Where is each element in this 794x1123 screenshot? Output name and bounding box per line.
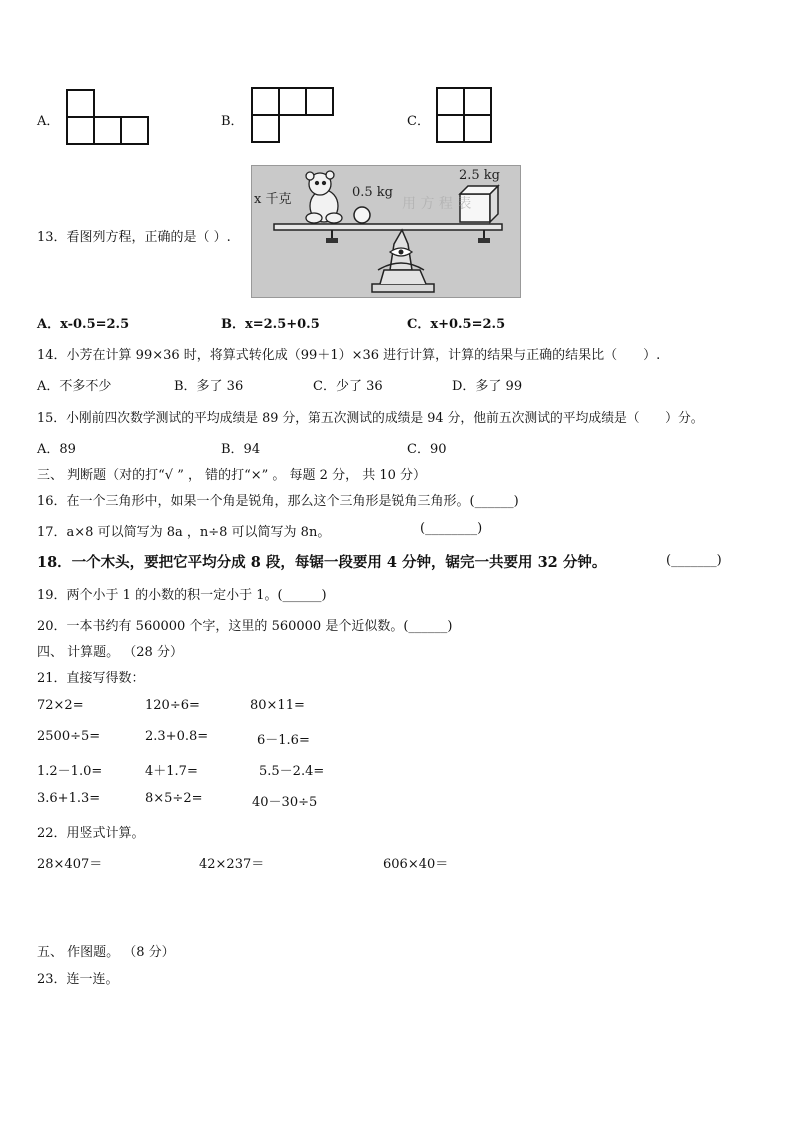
q15-question: 15．小刚前四次数学测试的平均成绩是 89 分，第五次测试的成绩是 94 分，他前五次测试的平均成绩是（ ）分。: [37, 411, 704, 426]
q21-item: 2500÷5=: [37, 729, 101, 744]
q17-answer-blank: (________): [420, 521, 483, 536]
q18-answer-blank: (_______): [666, 553, 722, 568]
q21-item: 6－1.6=: [257, 733, 310, 748]
teddy-bear-icon: [306, 171, 342, 223]
q16-statement: 16．在一个三角形中，如果一个角是锐角，那么这个三角形是锐角三角形。(______): [37, 494, 519, 509]
q15-option-a: A．89: [37, 442, 76, 457]
q21-item: 40－30÷5: [252, 795, 318, 810]
q21-item: 5.5－2.4=: [259, 764, 325, 779]
q13-option-b: B．x=2.5+0.5: [221, 317, 320, 332]
q12-option-b-net: [251, 87, 337, 145]
unknown-weight-label: x 千克: [254, 192, 292, 207]
q17-statement: 17．a×8 可以简写为 8a ，n÷8 可以简写为 8n。: [37, 525, 331, 540]
section-3-title: 三、 判断题（对的打“√ ” ， 错的打“×” 。 每题 2 分， 共 10 分）: [37, 468, 427, 483]
q22-item: 606×40＝: [383, 857, 449, 872]
q21-item: 3.6+1.3=: [37, 791, 101, 806]
q21-title: 21．直接写得数：: [37, 671, 145, 686]
q12-option-c-label: C．: [407, 114, 430, 129]
q14-option-c: C．少了 36: [313, 379, 383, 394]
q21-item: 2.3+0.8=: [145, 729, 209, 744]
q18-statement: 18．一个木头，要把它平均分成 8 段，每锯一段要用 4 分钟，锯完一共要用 32 分钟。: [37, 554, 607, 571]
q22-item: 28×407＝: [37, 857, 103, 872]
q21-item: 8×5÷2=: [145, 791, 203, 806]
q13-option-c: C．x+0.5=2.5: [407, 317, 506, 332]
q21-item: 4＋1.7=: [145, 764, 198, 779]
q20-statement: 20．一本书约有 560000 个字，这里的 560000 是个近似数。(______): [37, 619, 453, 634]
q22-item: 42×237＝: [199, 857, 265, 872]
ball-weight-label: 0.5 kg: [352, 185, 394, 200]
q22-title: 22．用竖式计算。: [37, 826, 145, 841]
q14-option-a: A．不多不少: [37, 379, 112, 394]
q21-item: 72×2=: [37, 698, 84, 713]
q15-option-b: B．94: [221, 442, 261, 457]
section-5-title: 五、 作图题。 （8 分）: [37, 945, 175, 960]
q15-option-c: C．90: [407, 442, 447, 457]
q12-option-c-net: [436, 87, 494, 145]
q14-option-d: D．多了 99: [452, 379, 523, 394]
q12-option-b-label: B．: [221, 114, 244, 129]
q13-option-a: A．x-0.5=2.5: [37, 317, 130, 332]
q21-item: 1.2－1.0=: [37, 764, 103, 779]
box-weight-label: 2.5 kg: [459, 168, 501, 183]
q23-title: 23．连一连。: [37, 972, 119, 987]
ball-icon: [354, 207, 370, 223]
balance-scale-illustration: [252, 166, 522, 299]
q13-balance-figure: [251, 165, 521, 298]
q19-statement: 19．两个小于 1 的小数的积一定小于 1。(______): [37, 588, 327, 603]
svg-text:用 方 程 表: 用 方 程 表: [402, 196, 472, 212]
q12-option-a-label: A．: [37, 114, 60, 129]
q12-option-a-net: [66, 89, 152, 147]
q14-option-b: B．多了 36: [174, 379, 244, 394]
q14-question: 14．小芳在计算 99×36 时，将算式转化成（99＋1）×36 进行计算，计算的结果与正确的结果比（ ）.: [37, 348, 661, 363]
q21-item: 80×11=: [250, 698, 305, 713]
section-4-title: 四、 计算题。 （28 分）: [37, 645, 183, 660]
q21-item: 120÷6=: [145, 698, 200, 713]
q13-question: 13．看图列方程，正确的是（ ）.: [37, 230, 231, 245]
